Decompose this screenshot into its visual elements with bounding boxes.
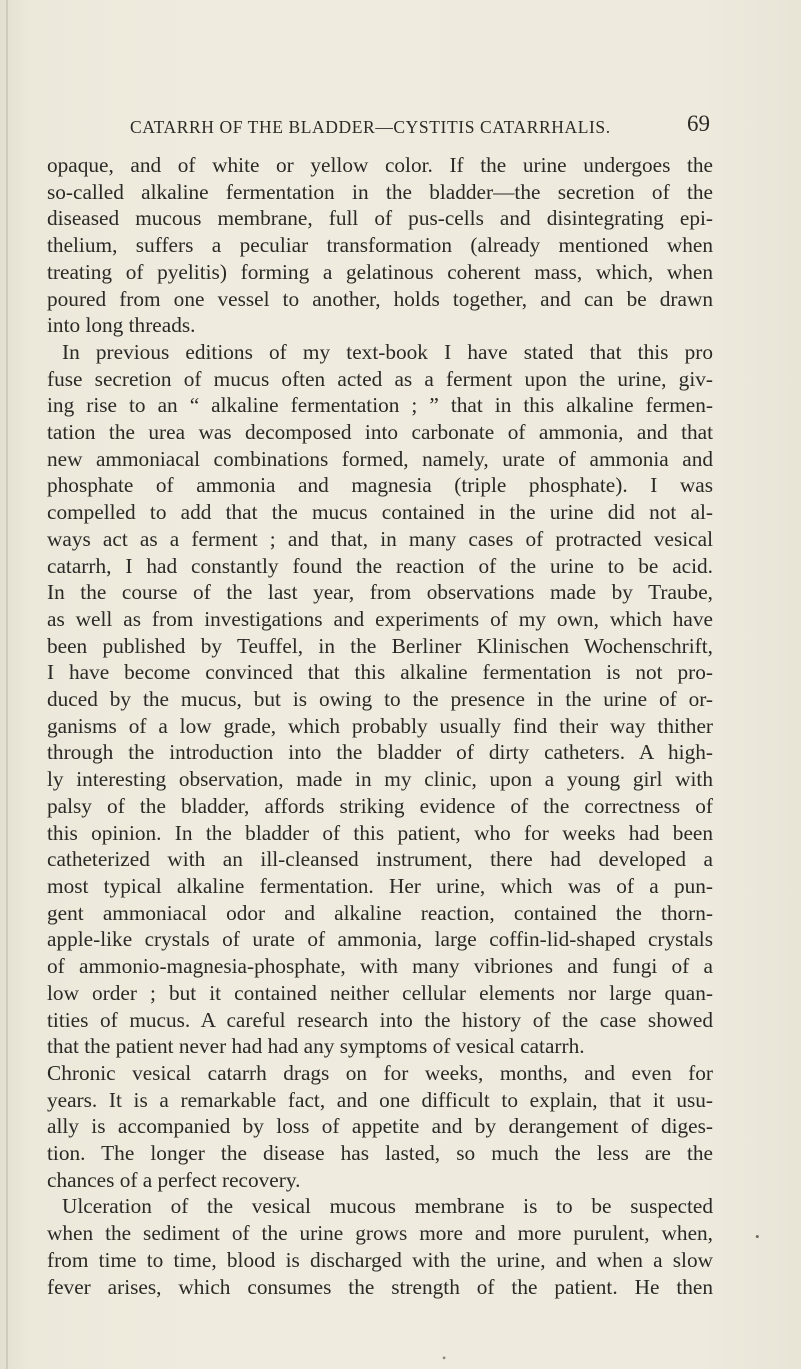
text-line: ing rise to an “ alkaline fermentation ; ” that in this alkaline fermen- bbox=[47, 393, 713, 418]
text-line: ways act as a ferment ; and that, in many cases of protracted vesical bbox=[47, 526, 713, 551]
text-line: been published by Teuffel, in the Berliner Klinischen Wochenschrift, bbox=[47, 633, 713, 658]
text-line: catheterized with an ill-cleansed instrument, there had developed a bbox=[47, 847, 713, 872]
text-line: fuse secretion of mucus often acted as a ferment upon the urine, giv- bbox=[47, 366, 713, 391]
text-line: duced by the mucus, but is owing to the presence in the urine of or- bbox=[47, 687, 713, 712]
body-text bbox=[47, 152, 713, 1300]
text-line: that the patient never had had any symptoms of vesical catarrh. bbox=[47, 1034, 585, 1059]
text-line: from time to time, blood is discharged with the urine, and when a slow bbox=[47, 1247, 713, 1272]
text-line: when the sediment of the urine grows more and more purulent, when, bbox=[47, 1221, 713, 1246]
text-line: as well as from investigations and experiments of my own, which have bbox=[47, 606, 713, 631]
text-line: ly interesting observation, made in my clinic, upon a young girl with bbox=[47, 767, 713, 792]
text-line: palsy of the bladder, affords striking evidence of the correctness of bbox=[47, 793, 713, 818]
text-line: ganisms of a low grade, which probably usually find their way thither bbox=[47, 713, 713, 738]
text-line: ally is accompanied by loss of appetite and by derangement of diges- bbox=[47, 1114, 713, 1139]
text-line: tation the urea was decomposed into carbonate of ammonia, and that bbox=[47, 420, 713, 445]
running-title: CATARRH OF THE BLADDER—CYSTITIS CATARRHALIS. bbox=[130, 117, 611, 137]
text-line: I have become convinced that this alkaline fermentation is not pro- bbox=[47, 660, 713, 685]
text-line: so-called alkaline fermentation in the bladder—the secretion of the bbox=[47, 179, 713, 204]
text-line: apple-like crystals of urate of ammonia, large coffin-lid-shaped crystals bbox=[47, 927, 713, 952]
text-line: poured from one vessel to another, holds together, and can be drawn bbox=[47, 286, 713, 311]
text-line: tities of mucus. A careful research into the history of the case showed bbox=[47, 1007, 713, 1032]
text-line: Ulceration of the vesical mucous membrane is to be suspected bbox=[62, 1194, 713, 1219]
text-line: opaque, and of white or yellow color. If the urine undergoes the bbox=[47, 153, 713, 177]
text-line: chances of a perfect recovery. bbox=[47, 1167, 301, 1192]
text-line: In the course of the last year, from observations made by Traube, bbox=[47, 580, 713, 605]
text-line: compelled to add that the mucus contained in the urine did not al- bbox=[47, 500, 713, 525]
text-line: gent ammoniacal odor and alkaline reaction, contained the thorn- bbox=[47, 900, 713, 925]
text-line: low order ; but it contained neither cellular elements nor large quan- bbox=[47, 980, 713, 1005]
text-line: through the introduction into the bladder of dirty catheters. A high- bbox=[47, 740, 713, 765]
binding-gutter bbox=[6, 0, 8, 1369]
text-line: of ammonio-magnesia-phosphate, with many vibriones and fungi of a bbox=[47, 954, 713, 979]
paragraph-3 bbox=[47, 1060, 713, 1194]
text-line: years. It is a remarkable fact, and one difficult to explain, that it usu- bbox=[47, 1087, 713, 1112]
running-head bbox=[130, 111, 710, 141]
text-line: thelium, suffers a peculiar transformation (already mentioned when bbox=[47, 233, 713, 258]
text-line: Chronic vesical catarrh drags on for weeks, months, and even for bbox=[47, 1060, 713, 1085]
text-line: most typical alkaline fermentation. Her urine, which was of a pun- bbox=[47, 873, 713, 898]
paragraph-4 bbox=[47, 1193, 713, 1300]
page-number: 69 bbox=[687, 111, 710, 136]
text-line: this opinion. In the bladder of this patient, who for weeks had been bbox=[47, 820, 713, 845]
paragraph-1 bbox=[47, 152, 713, 339]
paragraph-2 bbox=[47, 339, 713, 1060]
text-line: tion. The longer the disease has lasted, so much the less are the bbox=[47, 1141, 713, 1166]
text-line: diseased mucous membrane, full of pus-cells and disintegrating epi- bbox=[47, 206, 713, 231]
text-line: treating of pyelitis) forming a gelatinous coherent mass, which, when bbox=[47, 259, 713, 284]
text-line: new ammoniacal combinations formed, namely, urate of ammonia and bbox=[47, 446, 713, 471]
text-line: into long threads. bbox=[47, 313, 196, 338]
text-line: phosphate of ammonia and magnesia (triple phosphate). I was bbox=[47, 473, 713, 498]
text-line: fever arises, which consumes the strength of the patient. He then bbox=[47, 1274, 713, 1299]
margin-mark: • bbox=[755, 1229, 760, 1244]
text-line: catarrh, I had constantly found the reaction of the urine to be acid. bbox=[47, 553, 713, 578]
bottom-mark: • bbox=[442, 1351, 447, 1365]
text-line: In previous editions of my text-book I have stated that this pro bbox=[62, 339, 713, 364]
